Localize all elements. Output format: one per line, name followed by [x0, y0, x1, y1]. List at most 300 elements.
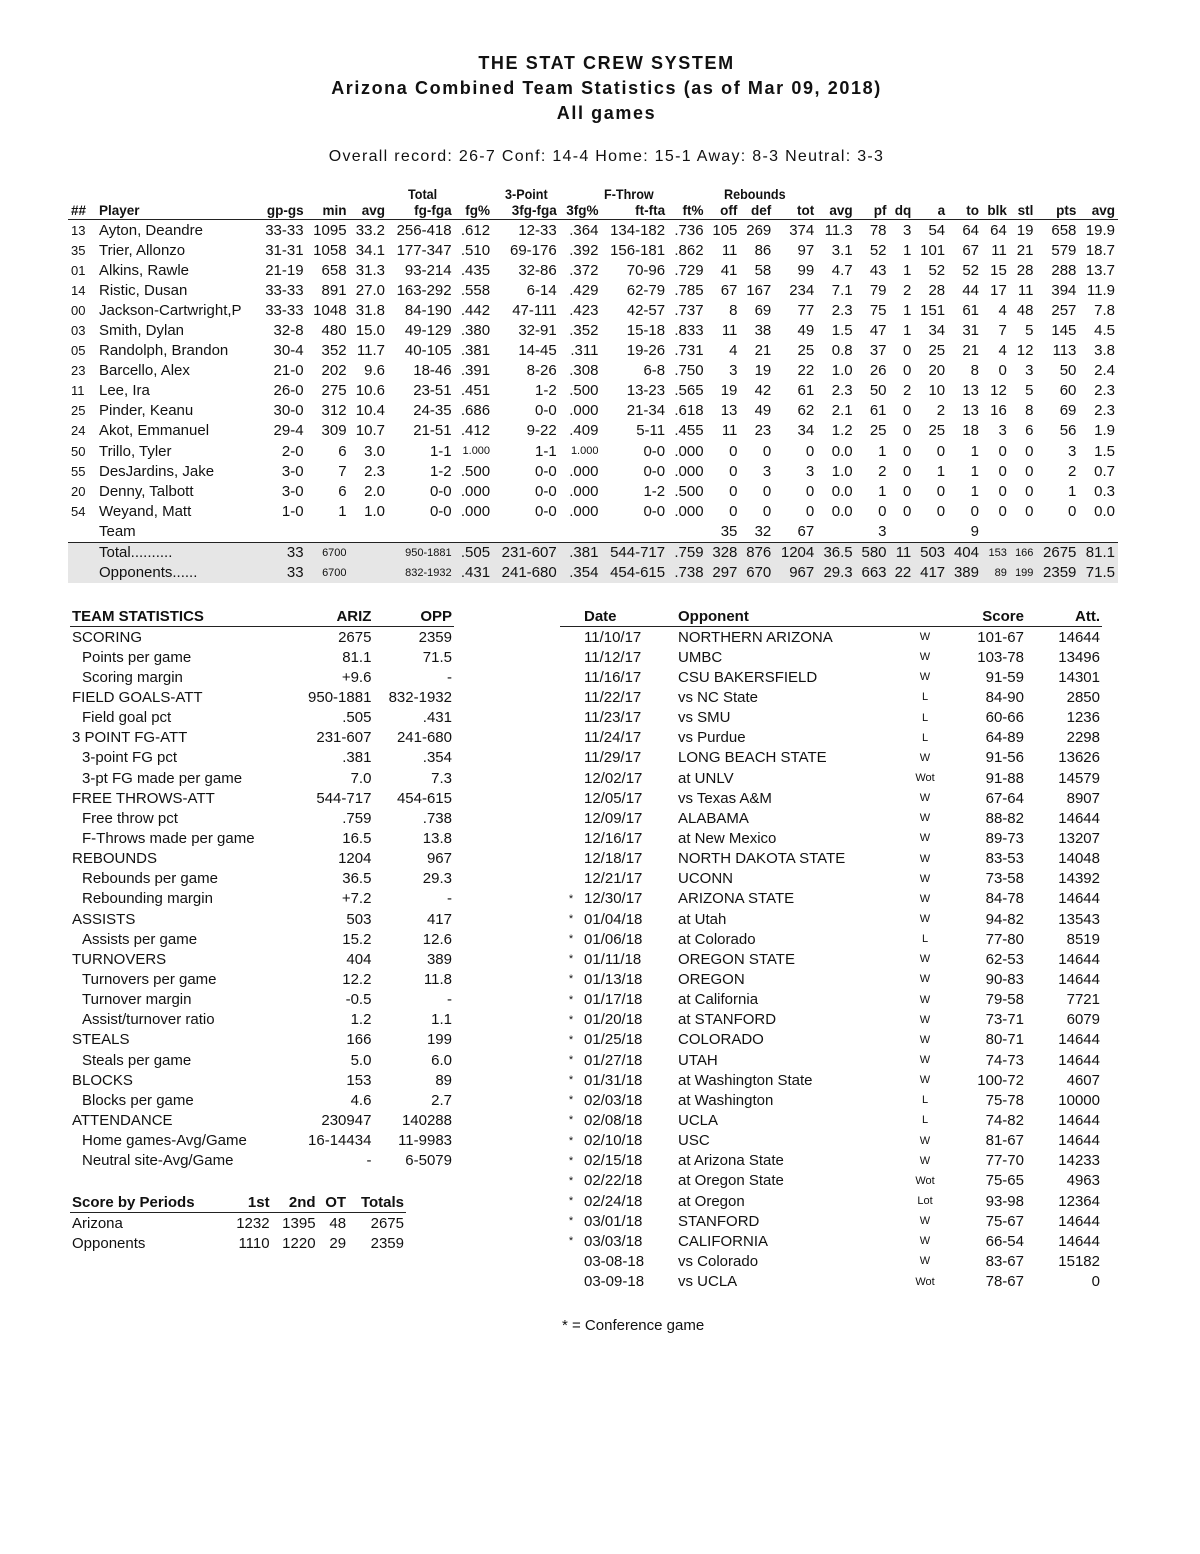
team-stat-row	[70, 909, 454, 929]
column-header: off	[707, 201, 741, 220]
stat-cell: .505	[455, 542, 493, 563]
stat-cell: 12	[990, 382, 1007, 400]
stat-cell: 49-129	[404, 322, 452, 340]
game-date: 01/20/18	[584, 1011, 643, 1029]
stat-cell: 52	[928, 261, 946, 279]
stat-cell: 31	[962, 322, 979, 340]
stat-cell	[350, 563, 388, 583]
player-name: Jackson-Cartwright,P	[99, 301, 242, 319]
game-date: 11/10/17	[584, 628, 642, 646]
game-result: W	[919, 1033, 931, 1046]
game-row	[560, 788, 1102, 808]
stat-cell: .729	[674, 261, 704, 279]
stat-cell: .612	[460, 221, 491, 239]
game-opponent: vs Purdue	[678, 729, 746, 747]
game-date: 02/22/18	[584, 1172, 643, 1190]
game-result: W	[919, 1215, 931, 1228]
stat-cell: 13	[720, 402, 738, 420]
stat-cell: 0.8	[831, 342, 853, 360]
game-result: Wot	[915, 772, 935, 785]
game-attendance: 14301	[1058, 668, 1100, 686]
stat-cell: 8-26	[526, 362, 557, 380]
stat-cell: 47	[869, 322, 887, 340]
stat-cell: 0-0	[535, 462, 557, 480]
game-result: Wot	[915, 1275, 935, 1288]
conference-marker	[560, 1272, 582, 1292]
stat-cell: .738	[668, 563, 706, 583]
team-stat-opp: 454-615	[396, 789, 452, 807]
stat-cell: 0	[762, 482, 772, 500]
stat-cell: 61	[962, 301, 979, 319]
stat-cell: 1204	[774, 542, 817, 563]
player-stats-table	[68, 201, 1118, 583]
stat-cell: 5	[1025, 382, 1034, 400]
team-stat-opp: 89	[435, 1071, 452, 1089]
conference-marker: *	[568, 1114, 574, 1127]
stat-cell: 0	[998, 442, 1007, 460]
stat-cell: 38	[754, 322, 772, 340]
stat-cell: 2	[1068, 462, 1077, 480]
stat-cell: .750	[674, 362, 704, 380]
team-stat-label: ASSISTS	[72, 910, 136, 928]
game-opponent: at Washington	[678, 1091, 774, 1109]
team-stat-ariz: 2675	[338, 628, 372, 646]
stat-cell: 3.0	[364, 442, 385, 460]
game-row	[560, 1211, 1102, 1231]
stat-cell: 12-33	[518, 221, 557, 239]
team-stat-row	[70, 748, 454, 768]
stat-cell: 35	[71, 242, 86, 258]
stat-cell: 61	[869, 402, 887, 420]
stat-cell: 14	[71, 282, 86, 298]
stat-cell: 658	[1051, 221, 1077, 239]
score-by-periods-table	[70, 1193, 406, 1254]
game-row	[560, 728, 1102, 748]
game-row	[560, 1171, 1102, 1191]
conference-marker: *	[568, 1033, 574, 1046]
stat-cell: 199	[1010, 563, 1037, 583]
team-stat-row	[70, 869, 454, 889]
stat-cell: 8	[729, 301, 738, 319]
column-header: fg-fga	[388, 201, 455, 220]
player-name: Smith, Dylan	[99, 322, 185, 340]
game-date: 03/03/18	[584, 1232, 643, 1250]
stat-cell: 69	[754, 301, 772, 319]
game-opponent: CALIFORNIA	[678, 1232, 769, 1250]
stat-cell: .364	[569, 221, 599, 239]
team-stat-label: TURNOVERS	[72, 950, 167, 968]
stat-cell: 7	[338, 462, 347, 480]
stat-cell: 20	[71, 483, 86, 499]
team-stat-row	[70, 667, 454, 687]
game-opponent: at Oregon	[678, 1192, 745, 1210]
stat-cell: 374	[789, 221, 815, 239]
player-name: Opponents......	[96, 563, 258, 583]
conference-marker	[560, 788, 582, 808]
game-score: 101-67	[977, 628, 1024, 646]
stat-cell: 151	[920, 301, 946, 319]
stat-cell: 0	[1025, 462, 1034, 480]
player-name: Pinder, Keanu	[99, 402, 194, 420]
conference-marker	[560, 667, 582, 687]
column-header: avg	[1079, 201, 1118, 220]
stat-cell: 25	[928, 342, 946, 360]
game-row	[560, 969, 1102, 989]
stat-cell: 6-14	[526, 281, 557, 299]
game-result: W	[919, 671, 931, 684]
team-stat-ariz: .381	[342, 749, 372, 767]
stat-cell: 21	[1016, 241, 1034, 259]
stat-cell: 1	[902, 261, 912, 279]
stat-cell: 0	[729, 482, 738, 500]
game-attendance: 14644	[1058, 890, 1100, 908]
team-stat-row	[70, 849, 454, 869]
team-stat-row	[70, 627, 454, 648]
stat-cell: 1	[970, 462, 979, 480]
game-opponent: at UNLV	[678, 769, 734, 787]
team-stat-ariz: 1.2	[350, 1011, 372, 1029]
team-row	[68, 521, 1118, 542]
game-score: 84-90	[985, 688, 1024, 706]
team-stat-label: Assist/turnover ratio	[82, 1011, 215, 1029]
column-header: dq	[890, 201, 915, 220]
periods-cell: 48	[329, 1214, 347, 1232]
conference-marker: *	[568, 1054, 574, 1067]
player-row	[68, 481, 1118, 501]
stat-cell: 64	[962, 221, 979, 239]
conference-marker	[560, 808, 582, 828]
stat-cell: 0	[998, 362, 1007, 380]
stat-cell: 15.0	[355, 322, 385, 340]
team-stat-opp: 13.8	[422, 829, 452, 847]
game-date: 12/05/17	[584, 789, 643, 807]
stat-cell: 202	[321, 362, 347, 380]
periods-cell: 1395	[282, 1214, 316, 1232]
stat-cell: 2.3	[831, 382, 853, 400]
game-attendance: 15182	[1058, 1252, 1100, 1270]
team-stat-ariz: 5.0	[350, 1051, 372, 1069]
game-date: 01/13/18	[584, 970, 643, 988]
stat-cell: 4.5	[1094, 322, 1115, 340]
stat-cell: 0.0	[831, 502, 853, 520]
stat-cell: 3	[1025, 362, 1034, 380]
stat-cell: .311	[570, 342, 599, 360]
game-result: W	[919, 892, 931, 905]
team-stat-opp: 71.5	[422, 648, 452, 666]
stat-cell: 1-1	[429, 442, 452, 460]
stat-cell: 166	[1010, 542, 1037, 563]
team-stat-ariz: 15.2	[342, 930, 372, 948]
team-stat-row	[70, 828, 454, 848]
stat-cell: 10.4	[355, 402, 385, 420]
stat-cell: 0	[1025, 502, 1034, 520]
stat-cell: 42-57	[626, 301, 666, 319]
game-attendance: 6079	[1066, 1011, 1100, 1029]
column-header: ft-fta	[601, 201, 668, 220]
team-stats-header-opp: OPP	[373, 607, 454, 627]
stat-cell: 0	[902, 402, 912, 420]
team-stat-opp: 140288	[401, 1111, 452, 1129]
team-stat-label: F-Throws made per game	[82, 829, 255, 847]
team-stat-ariz: 503	[346, 910, 372, 928]
stat-cell	[1010, 521, 1037, 542]
player-name: Barcello, Alex	[99, 362, 190, 380]
stat-cell: 21-19	[265, 261, 304, 279]
game-opponent: OREGON STATE	[678, 950, 795, 968]
game-score: 73-58	[985, 870, 1024, 888]
game-date: 03/01/18	[584, 1212, 643, 1230]
stat-cell: 0	[902, 482, 912, 500]
stat-cell: 33-33	[265, 301, 304, 319]
periods-cell: 1110	[238, 1235, 270, 1253]
stat-cell: .352	[569, 322, 599, 340]
team-stat-row	[70, 889, 454, 909]
stat-cell: 28	[928, 281, 946, 299]
stat-cell: 13	[71, 222, 86, 238]
game-row	[560, 808, 1102, 828]
stat-cell: 27.0	[355, 281, 385, 299]
stat-cell: 25	[797, 342, 815, 360]
game-attendance: 2850	[1066, 688, 1100, 706]
stat-cell: 2.3	[831, 301, 853, 319]
game-score: 84-78	[985, 890, 1024, 908]
overall-record: Overall record: 26-7 Conf: 14-4 Home: 15-1 Away: 8-3 Neutral: 3-3	[328, 148, 885, 165]
stat-cell: 13	[962, 402, 979, 420]
game-opponent: NORTHERN ARIZONA	[678, 628, 833, 646]
stat-cell: 97	[797, 241, 815, 259]
stat-cell: 40-105	[404, 342, 452, 360]
report-title: THE STAT CREW SYSTEM	[478, 53, 735, 73]
stat-cell: 49	[754, 402, 772, 420]
player-name: Trillo, Tyler	[99, 442, 172, 460]
stat-cell: 50	[71, 443, 86, 459]
stat-cell: 0-0	[643, 462, 666, 480]
stat-cell: 269	[746, 221, 772, 239]
stat-cell: .736	[674, 221, 704, 239]
stat-cell	[914, 521, 948, 542]
stat-cell: 352	[321, 342, 347, 360]
stat-cell: 156-181	[610, 241, 666, 259]
game-opponent: UMBC	[678, 648, 723, 666]
stat-cell: 891	[321, 281, 347, 299]
game-result: W	[919, 1074, 931, 1087]
stat-cell: 153	[982, 542, 1010, 563]
stat-cell: 1.000	[570, 445, 599, 458]
stat-cell: 67	[962, 241, 979, 259]
stat-cell: 105	[712, 221, 738, 239]
schedule-header-date: Date	[582, 607, 676, 627]
periods-cell: 1232	[236, 1214, 270, 1232]
team-stat-ariz: 16-14434	[308, 1132, 372, 1150]
stat-cell: 11.9	[1086, 281, 1115, 299]
group-header-rebounds: Rebounds	[724, 186, 786, 202]
column-header: gp-gs	[258, 201, 306, 220]
stat-cell: 11	[890, 542, 915, 563]
stat-cell: 33.2	[355, 221, 385, 239]
game-score: 91-56	[985, 749, 1024, 767]
stat-cell: 967	[774, 563, 817, 583]
team-stats-header-ariz: ARIZ	[293, 607, 374, 627]
stat-cell: 77	[797, 301, 815, 319]
stat-cell: 480	[321, 322, 347, 340]
stat-cell: 3	[856, 521, 890, 542]
stat-cell: 62-79	[626, 281, 666, 299]
game-opponent: COLORADO	[678, 1031, 764, 1049]
game-result: W	[919, 913, 931, 926]
stat-cell: 10	[928, 382, 946, 400]
stat-cell: 67	[774, 521, 817, 542]
stat-cell: 1.0	[831, 462, 853, 480]
stat-cell: 50	[1059, 362, 1077, 380]
team-stat-ariz: 231-607	[316, 729, 372, 747]
team-stat-ariz: 4.6	[350, 1091, 372, 1109]
stat-cell: 0	[805, 442, 815, 460]
stat-cell: 0	[936, 442, 946, 460]
stat-cell: 16	[990, 402, 1007, 420]
stat-cell: .833	[674, 322, 704, 340]
stat-cell: 1.0	[831, 362, 853, 380]
team-stat-opp: 6-5079	[405, 1152, 452, 1170]
stat-cell: 14-45	[518, 342, 557, 360]
game-score: 75-65	[985, 1172, 1024, 1190]
stat-cell: 0-0	[429, 482, 452, 500]
stat-cell: 21-34	[626, 402, 666, 420]
column-header: blk	[982, 201, 1010, 220]
team-stat-opp: 2.7	[431, 1091, 452, 1109]
schedule-result-header	[898, 607, 952, 627]
stat-cell: 0	[998, 462, 1007, 480]
stat-cell: 3	[902, 221, 912, 239]
stat-cell: 44	[962, 281, 979, 299]
game-attendance: 13543	[1058, 910, 1100, 928]
stat-cell: 24	[71, 423, 86, 439]
team-stat-row	[70, 808, 454, 828]
stat-cell: 33	[258, 542, 306, 563]
stat-cell: 42	[754, 382, 772, 400]
conference-marker	[560, 708, 582, 728]
stat-cell: 1.2	[831, 422, 853, 440]
game-score: 78-67	[985, 1273, 1024, 1291]
column-header: 3fg-fga	[493, 201, 560, 220]
stat-cell: 0	[762, 502, 772, 520]
stat-cell: 1048	[313, 301, 347, 319]
stat-cell: .451	[460, 382, 491, 400]
stat-cell: 23-51	[413, 382, 452, 400]
column-header: Player	[96, 201, 258, 220]
team-stat-row	[70, 687, 454, 707]
team-stat-row	[70, 788, 454, 808]
stat-cell: 0	[902, 422, 912, 440]
stat-cell: 1	[970, 442, 979, 460]
stat-cell: 241-680	[493, 563, 560, 583]
game-opponent: at Arizona State	[678, 1152, 784, 1170]
periods-cell: 2675	[370, 1214, 404, 1232]
game-row	[560, 1131, 1102, 1151]
player-name: Alkins, Rawle	[99, 261, 190, 279]
stat-cell: 163-292	[396, 281, 452, 299]
stat-cell: 15	[990, 261, 1007, 279]
game-score: 91-88	[985, 769, 1024, 787]
stat-cell: 19	[1016, 221, 1034, 239]
stat-cell: 33	[258, 563, 306, 583]
player-row	[68, 381, 1118, 401]
stat-cell: 454-615	[601, 563, 668, 583]
column-header: to	[948, 201, 982, 220]
stat-cell: 4.7	[831, 261, 853, 279]
column-header: pts	[1036, 201, 1079, 220]
column-header: stl	[1010, 201, 1037, 220]
periods-cell: Opponents	[72, 1235, 146, 1253]
game-attendance: 7721	[1066, 991, 1100, 1009]
stat-cell: 17	[990, 281, 1007, 299]
game-result: L	[921, 1114, 929, 1127]
stat-cell: 1-1	[535, 442, 557, 460]
stat-cell	[668, 521, 706, 542]
conference-marker: *	[568, 973, 574, 986]
stat-cell: 52	[962, 261, 979, 279]
stat-cell: 33-33	[265, 281, 304, 299]
stat-cell	[350, 521, 388, 542]
stat-cell: 48	[1016, 301, 1034, 319]
team-stat-opp: 417	[426, 910, 452, 928]
game-row	[560, 889, 1102, 909]
game-row	[560, 1010, 1102, 1030]
group-header-total: Total	[408, 186, 438, 202]
stat-cell: 4	[998, 301, 1007, 319]
stat-cell: 23	[754, 422, 772, 440]
player-name: Team	[96, 521, 258, 542]
game-date: 02/15/18	[584, 1152, 643, 1170]
stat-cell: .500	[674, 482, 704, 500]
team-stat-row	[70, 1070, 454, 1090]
stat-cell: 309	[321, 422, 347, 440]
stat-cell: 0	[998, 482, 1007, 500]
stat-cell	[68, 521, 96, 542]
game-opponent: UCONN	[678, 870, 733, 888]
game-attendance: 13626	[1058, 749, 1100, 767]
game-attendance: 14048	[1058, 850, 1100, 868]
stat-cell: 1-0	[281, 502, 304, 520]
stat-cell: 86	[754, 241, 772, 259]
game-row	[560, 1272, 1102, 1292]
stat-cell: 11	[721, 322, 738, 340]
stat-cell: .862	[674, 241, 704, 259]
periods-header: 1st	[226, 1193, 272, 1213]
team-stat-row	[70, 1050, 454, 1070]
stat-cell: 0	[805, 502, 815, 520]
stat-cell: 19	[720, 382, 738, 400]
stat-cell: 99	[797, 261, 815, 279]
stat-cell: 6700	[307, 542, 350, 563]
team-stat-row	[70, 708, 454, 728]
player-name: Ayton, Deandre	[99, 221, 203, 239]
game-attendance: 13496	[1058, 648, 1100, 666]
stat-cell: 13	[962, 382, 979, 400]
team-stat-label: Home games-Avg/Game	[82, 1132, 247, 1150]
stat-cell: 32-86	[518, 261, 557, 279]
stat-cell: 0-0	[535, 482, 557, 500]
stat-cell: 1	[902, 322, 912, 340]
stat-cell: 167	[746, 281, 772, 299]
stat-cell: 389	[948, 563, 982, 583]
game-result: W	[919, 631, 931, 644]
stat-cell: 832-1932	[388, 563, 455, 583]
conference-marker: *	[568, 913, 574, 926]
conference-marker	[560, 869, 582, 889]
stat-cell: 32	[740, 521, 774, 542]
stat-cell: 2.3	[1094, 402, 1115, 420]
stat-cell: 62	[797, 402, 815, 420]
